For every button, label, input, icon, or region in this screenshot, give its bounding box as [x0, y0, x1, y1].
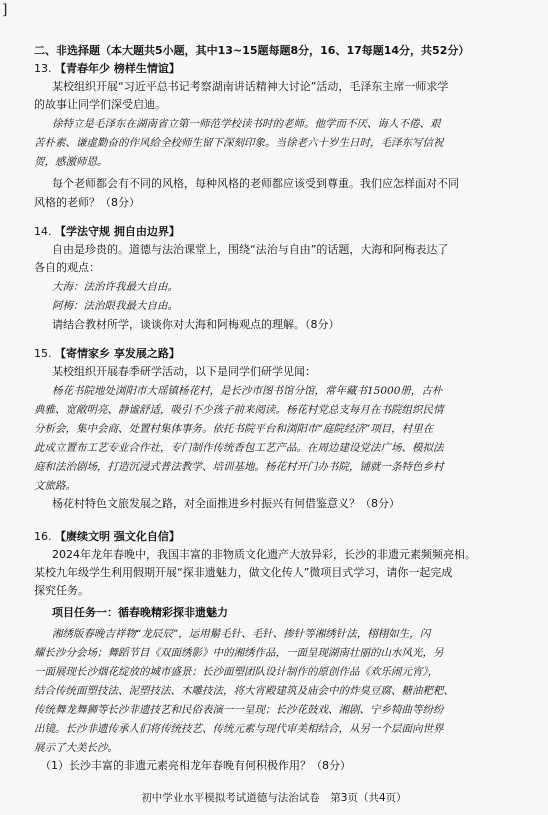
q13-question-line: 风格的老师？（8分） — [34, 196, 140, 209]
section-heading: 二、非选择题（本大题共5小题，其中13~15题每题8分，16、17每题14分，共52分） — [34, 44, 470, 57]
q15-story-line: 此成立置布工艺专业合作社，专门制作传统香包工艺产品。在周边建设党法广场、模拟法 — [34, 442, 444, 454]
q16-intro-line: 探究任务。 — [34, 584, 89, 597]
q15-story-line: 分析会，集中会商、处置村集体事务。依托书院平台和浏阳市“庭院经济”项目，村里在 — [34, 423, 434, 435]
q13-story-line: 徐特立是毛泽东在湖南省立第一师范学校读书时的老师。他学而不厌、诲人不倦、艰 — [52, 118, 441, 130]
q13-intro-line: 某校组织开展“习近平总书记考察湖南讲话精神大讨论”活动，毛泽东主席一师求学 — [52, 80, 449, 93]
q15-story-line: 杨花书院地处浏阳市大瑶镇杨花村，是长沙市图书馆分馆，常年藏书15000册，古朴 — [52, 385, 443, 397]
q15-tag: 【寄情家乡 享发展之路】 — [55, 347, 180, 360]
q15-heading — [34, 347, 524, 361]
q15-story-line: 庭和法治剧场，打造沉浸式普法教学、培训基地。杨花村开门办书院，铺就一条特色乡村 — [34, 461, 444, 473]
q16-heading — [34, 530, 524, 544]
q14-number: 14. — [34, 225, 52, 238]
q15-number: 15. — [34, 347, 52, 360]
q16-story-line: 湘绣版春晚吉祥物“龙辰辰”，运用鬅毛针、毛针、掺针等湘绣针法，栩栩如生，闪 — [52, 628, 431, 640]
q16-story-line: 出镜。长沙非遗传承人们将传统技艺、传统元素与现代审美相结合，从另一个层面向世界 — [34, 723, 444, 735]
q16-task-title: 项目任务一：循春晚精彩探非遗魅力 — [52, 606, 228, 619]
q15-story-line: 文旅路。 — [34, 480, 76, 492]
q13-heading — [34, 62, 524, 76]
q13-story-line: 贺，感激师恩。 — [34, 156, 108, 168]
q16-intro-line: 某校九年级学生利用假期开展“探非遗魅力，做文化传人”微项目式学习，请你一起完成 — [34, 566, 453, 579]
q14-heading — [34, 225, 524, 239]
q16-question: （1）长沙丰富的非遗元素亮相龙年春晚有何积极作用？（8分） — [40, 759, 351, 772]
q14-question: 请结合教材所学，谈谈你对大海和阿梅观点的理解。（8分） — [52, 318, 340, 331]
q14-intro-line: 各自的观点： — [34, 261, 100, 274]
q14-view-line: 阿梅：法治限我最大自由。 — [52, 300, 178, 312]
q16-story-line: 展示了大美长沙。 — [34, 742, 118, 754]
q13-story-line: 苦朴素、谦虚勤奋的作风给全校师生留下深刻印象。当徐老六十岁生日时，毛泽东写信祝 — [34, 137, 444, 149]
q16-number: 16. — [34, 530, 52, 543]
q13-question-line: 每个老师都会有不同的风格，每种风格的老师都应该受到尊重。我们应怎样面对不同 — [52, 177, 459, 190]
q16-story-line: 一面展现长沙烟花绽放的城市盛景；长沙面塑团队设计制作的原创作品《欢乐闹元宵》， — [34, 666, 439, 678]
q15-question: 杨花村特色文旅发展之路，对全面推进乡村振兴有何借鉴意义？（8分） — [52, 497, 400, 510]
q16-story-line: 传统舞龙舞狮等长沙非遗技艺和民俗表演一一呈现；长沙花鼓戏、湘剧、宁乡犄曲等纷纷 — [34, 704, 444, 716]
q15-story-line: 典雅、宽敞明亮、静谧舒适，吸引不少孩子前来阅读。杨花村党总支每月在书院组织民情 — [34, 404, 444, 416]
q13-intro-line: 的故事让同学们深受启迪。 — [34, 98, 166, 111]
q13-number: 13. — [34, 62, 52, 75]
q13-tag: 【青春年少 榜样生情谊】 — [55, 62, 180, 75]
q14-tag: 【学法守规 拥自由边界】 — [55, 225, 180, 238]
page-footer: 初中学业水平模拟考试道德与法治试卷 第3页（共4页） — [141, 792, 407, 804]
q15-intro: 某校组织开展春季研学活动，以下是同学们研学见闻： — [52, 365, 316, 378]
q14-view-line: 大海：法治许我最大自由。 — [52, 281, 178, 293]
q16-tag: 【赓续文明 强文化自信】 — [55, 530, 180, 543]
q14-intro-line: 自由是珍贵的。道德与法治课堂上，围绕“法治与自由”的话题，大海和阿梅表达了 — [52, 243, 449, 256]
q16-story-line: 耀长沙分会场；舞蹈节目《双面绣影》中的湘绣作品，一面呈现湖南壮丽的山水风光，另 — [34, 647, 444, 659]
q16-story-line: 结合传统面塑技法、泥塑技法、木雕技法，将大宵殿建筑及庙会中的炸臭豆腐、糖油粑粑、 — [34, 685, 454, 697]
q16-intro-line: 2024年龙年春晚中，我国丰富的非物质文化遗产大放异彩，长沙的非遗元素频频亮相。 — [52, 548, 476, 561]
scan-mark: ] — [2, 2, 8, 18]
